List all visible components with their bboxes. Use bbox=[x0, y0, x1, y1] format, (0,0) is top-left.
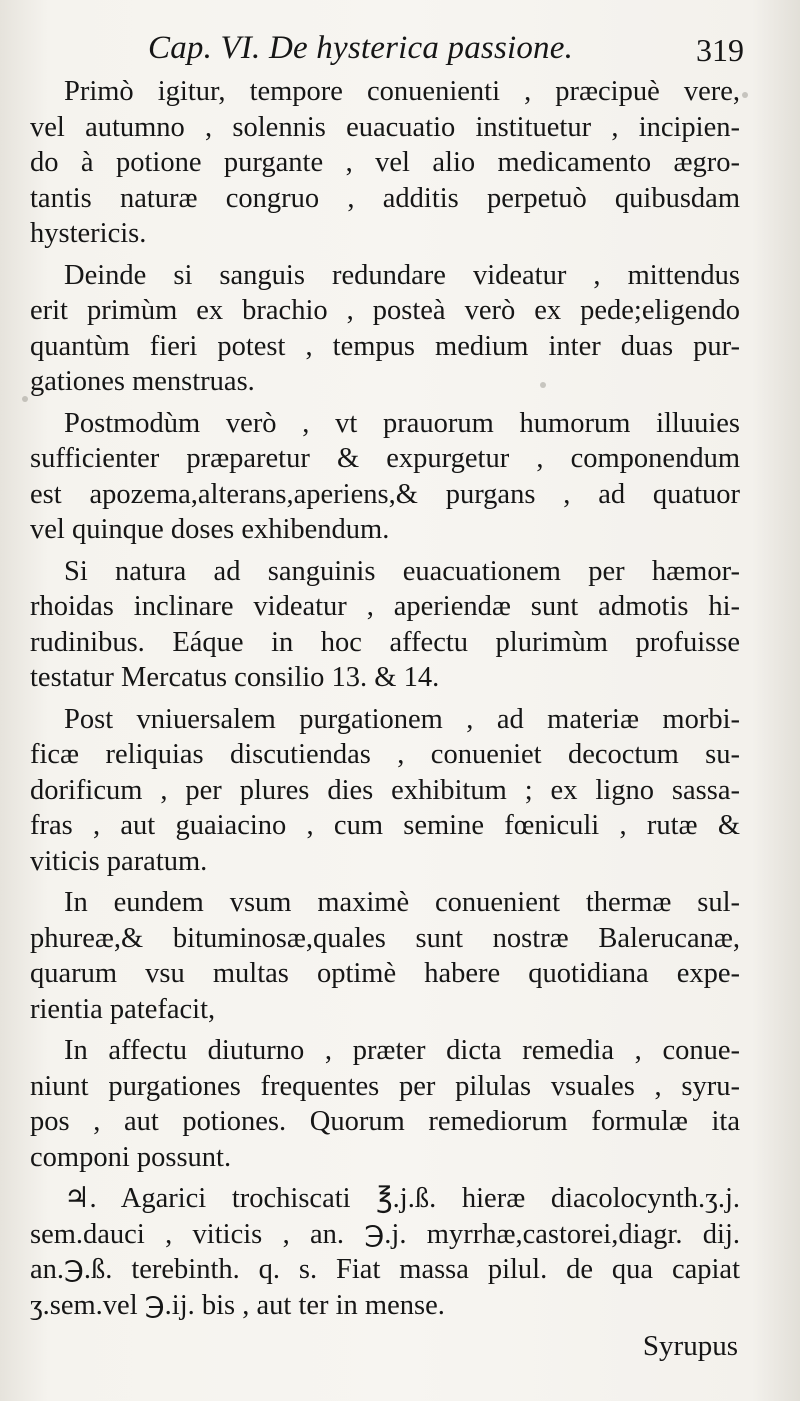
text-line: fras , aut guaiacino , cum semine fœniculi , rutæ & bbox=[30, 810, 740, 841]
page-number: 319 bbox=[696, 32, 744, 68]
prescription-paragraph bbox=[30, 1181, 740, 1323]
text-line: pos , aut potiones. Quorum remediorum formulæ ita bbox=[30, 1106, 740, 1137]
text-line: erit primùm ex brachio , posteà verò ex pede;eligendo bbox=[30, 295, 740, 326]
text-line: Primò igitur, tempore conuenienti , præcipuè vere, bbox=[64, 76, 740, 107]
text-line: ♃. Agarici trochiscati ℥.j.ß. hieræ diacolocynth.ʒ.j. bbox=[64, 1183, 740, 1214]
text-line: Deinde si sanguis redundare videatur , mittendus bbox=[64, 259, 740, 291]
catchword: Syrupus bbox=[642, 1330, 738, 1362]
paragraph bbox=[30, 258, 740, 400]
paragraph bbox=[30, 554, 740, 696]
text-line: rhoidas inclinare videatur , aperiendæ sunt admotis hi- bbox=[30, 591, 740, 622]
ink-speck bbox=[742, 92, 748, 98]
text-line: est apozema,alterans,aperiens,& purgans , ad quatuor bbox=[30, 478, 740, 510]
text-line: hystericis. bbox=[30, 218, 147, 249]
text-line: testatur Mercatus consilio 13. & 14. bbox=[30, 662, 440, 693]
text-line: Si natura ad sanguinis euacuationem per hæmor- bbox=[64, 555, 740, 587]
text-line: componi possunt. bbox=[30, 1141, 232, 1173]
text-line: vel autumno , solennis euacuatio instituetur , incipien- bbox=[30, 111, 740, 143]
text-line: ficæ reliquias discutiendas , conueniet decoctum su- bbox=[30, 739, 740, 770]
running-title: Cap. VI. De hysterica passione. bbox=[148, 30, 574, 66]
text-line: vel quinque doses exhibendum. bbox=[30, 514, 390, 545]
text-line: sufficienter præparetur & expurgetur , componendum bbox=[30, 443, 740, 474]
page-header bbox=[40, 26, 752, 72]
text-line: do à potione purgante , vel alio medicamento ægro- bbox=[30, 147, 740, 178]
text-line: Postmodùm verò , vt prauorum humorum illuuies bbox=[64, 407, 740, 439]
text-line: In affectu diuturno , præter dicta remedia , conue- bbox=[64, 1035, 740, 1066]
text-line: Post vniuersalem purgationem , ad materiæ morbi- bbox=[64, 703, 740, 735]
ink-speck bbox=[540, 382, 546, 388]
text-line: dorificum , per plures dies exhibitum ; ex ligno sassa- bbox=[30, 774, 740, 806]
text-line: ʒ.sem.vel ℈.ij. bis , aut ter in mense. bbox=[30, 1289, 445, 1321]
paragraph bbox=[30, 74, 740, 252]
text-line: sem.dauci , viticis , an. ℈.j. myrrhæ,castorei,diagr. dij. bbox=[30, 1218, 740, 1250]
text-line: viticis paratum. bbox=[30, 845, 208, 877]
text-line: rientia patefacit, bbox=[30, 993, 216, 1025]
paragraph bbox=[30, 406, 740, 548]
text-line: gationes menstruas. bbox=[30, 366, 255, 397]
text-body bbox=[30, 74, 740, 1323]
text-line: quantùm fieri potest , tempus medium inter duas pur- bbox=[30, 330, 740, 362]
text-line: phureæ,& bituminosæ,quales sunt nostræ Balerucanæ, bbox=[30, 922, 740, 954]
ink-speck bbox=[22, 396, 28, 402]
text-line: In eundem vsum maximè conuenient thermæ sul- bbox=[64, 887, 740, 918]
text-line: an.℈.ß. terebinth. q. s. Fiat massa pilul. de qua capiat bbox=[30, 1254, 740, 1285]
paragraph bbox=[30, 1033, 740, 1175]
paragraph bbox=[30, 702, 740, 880]
text-line: tantis naturæ congruo , additis perpetuò quibusdam bbox=[30, 182, 740, 214]
text-line: quarum vsu multas optimè habere quotidiana expe- bbox=[30, 958, 740, 989]
text-line: niunt purgationes frequentes per pilulas vsuales , syru- bbox=[30, 1070, 740, 1102]
paragraph bbox=[30, 885, 740, 1027]
text-line: rudinibus. Eáque in hoc affectu plurimùm profuisse bbox=[30, 626, 740, 658]
